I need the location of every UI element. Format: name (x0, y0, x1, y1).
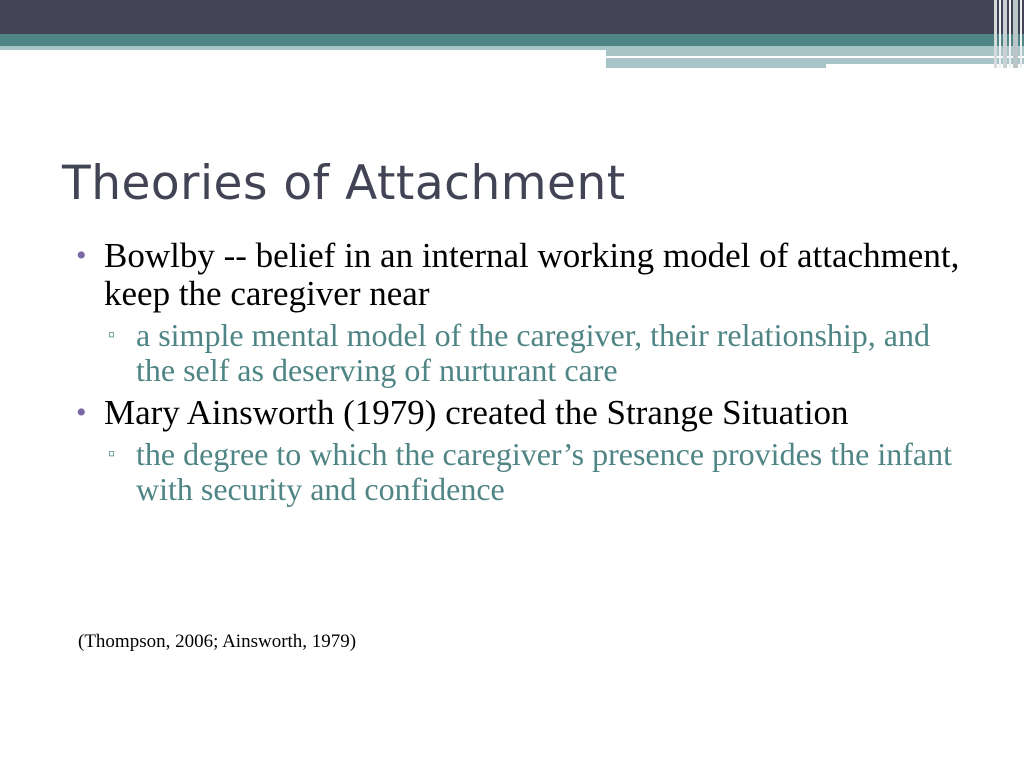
header-stripe (1009, 0, 1011, 68)
header-teal-band (0, 34, 1024, 46)
slide-body (0, 237, 1024, 507)
sub-bullet-text: a simple mental model of the caregiver, their relationship, and the self as deserving of nurturant care (136, 317, 930, 388)
header-light-band-right (606, 46, 1024, 56)
slide-title: Theories of Attachment (62, 156, 626, 211)
header-stripe (1013, 0, 1018, 68)
sub-bullet-square-icon: ▫ (108, 443, 116, 465)
bullet-text: Mary Ainsworth (1979) created the Strange Situation (104, 393, 849, 432)
header-light-band (0, 46, 606, 50)
header-stripe (994, 0, 997, 68)
bullet-item (0, 237, 964, 313)
bullet-item (0, 394, 964, 432)
bullet-dot-icon: • (76, 239, 87, 272)
header-stripe (1003, 0, 1007, 68)
header-stripe (999, 0, 1001, 68)
bullet-dot-icon: • (76, 396, 87, 429)
header-dark-band (0, 0, 1024, 34)
header-light-band-short (606, 64, 826, 68)
sub-bullet-text: the degree to which the caregiver’s presence provides the infant with security and confidence (136, 436, 952, 507)
sub-bullet-square-icon: ▫ (108, 324, 116, 346)
citation: (Thompson, 2006; Ainsworth, 1979) (78, 631, 357, 652)
bullet-text: Bowlby -- belief in an internal working model of attachment, keep the caregiver near (104, 236, 960, 313)
sub-bullet-item (0, 437, 976, 507)
header-stripe (1020, 0, 1022, 68)
sub-bullet-item (0, 318, 976, 388)
